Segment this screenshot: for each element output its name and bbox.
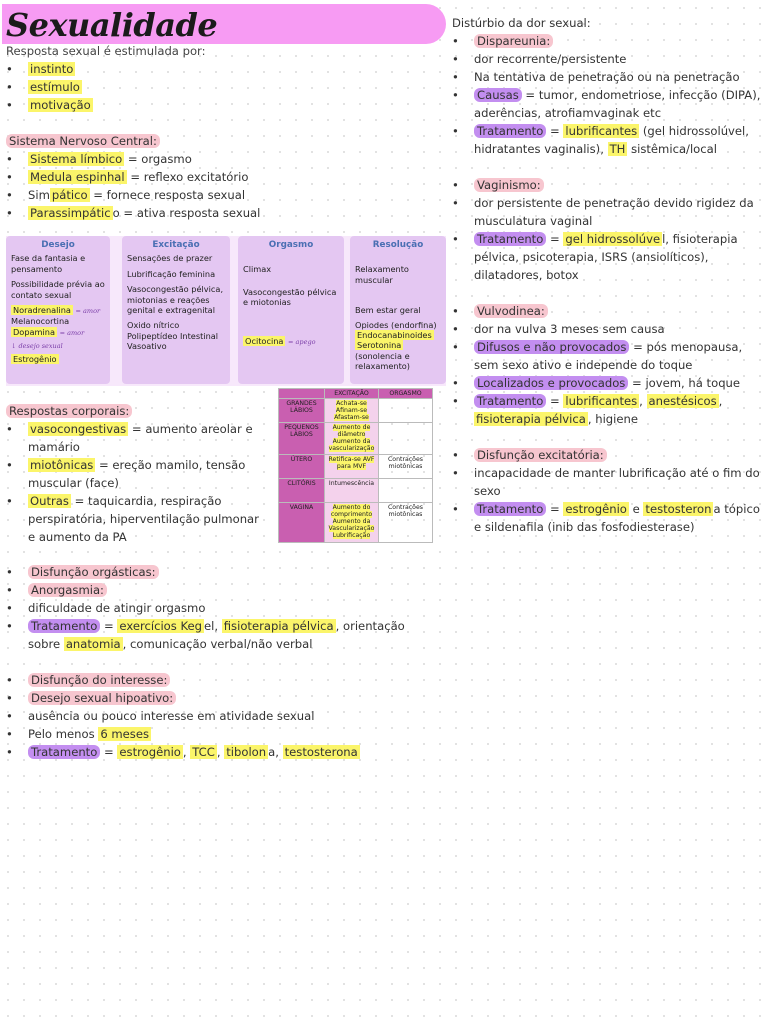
list-item: • vasocongestivas = aumento areolar e mamário <box>6 420 268 456</box>
list-item: • Disfunção excitatória: <box>452 446 762 464</box>
dor-section: Distúrbio da dor sexual: • Dispareunia: • dor recorrente/persistente • Na tentativa de penetração ou na penetração • Causas = tumor, endometriose, infecção (DIPA), aderências, atrofiamvaginak etc • Tratamento = lubrificantes (gel hidrossolúvel, hidratantes vaginalis), TH sistêmica/local <box>452 14 762 158</box>
page-title: Sexualidade <box>6 6 218 44</box>
phase-resolucao: Resolução Relaxamento muscular Bem estar geral Opiodes (endorfina) Endocanabinoides Serotonina (sonolencia e relaxamento) <box>350 236 446 384</box>
intro-heading: Resposta sexual é estimulada por: <box>6 44 206 58</box>
list-item: • Desejo sexual hipoativo: <box>6 689 426 707</box>
list-item: • instinto <box>6 60 436 78</box>
list-item: • Parassimpátic o = ativa resposta sexual <box>6 204 436 222</box>
vulvodinea-section <box>452 302 762 428</box>
list-item: • dor na vulva 3 meses sem causa <box>452 320 762 338</box>
phase-orgasmo: Orgasmo Climax Vasocongestão pélvica e miotonias Ocitocina = apego <box>238 236 344 384</box>
list-item: • Sim pático = fornece resposta sexual <box>6 186 436 204</box>
intro-list <box>6 60 436 114</box>
list-item: • motivação <box>6 96 436 114</box>
list-item: • Difusos e não provocados = pós menopausa, sem sexo ativo e independe do toque <box>452 338 762 374</box>
genital-response-table: EXCITAÇÃO ORGASMO GRANDES LÁBIOS Achata-se Afinam-se Afastam-se PEQUENOS LÁBIOS Aumento de diâmetro Aumento da vascularização ÚTERO Retifica-se AVF para MVF Contrações miotônicas CLITÓRIS Intumescência VAGINA Aumento do comprimento Aumento da Vascularização Lubrificação Contrações miotônicas <box>278 388 433 543</box>
list-item: • Tratamento = estrogênio e testosteron a tópico e sildenafila (inib das fosfodiesterase) <box>452 500 762 536</box>
list-item: • Tratamento = gel hidrossolúve l, fisioterapia pélvica, psicoterapia, ISRS (ansiolíticos), dilatadores, botox <box>452 230 762 284</box>
interesse-section <box>6 671 426 761</box>
list-item: • miotônicas = ereção mamilo, tensão muscular (face) <box>6 456 268 492</box>
intro-section <box>6 42 436 114</box>
list-item: • Outras = taquicardia, respiração perspiratória, hiperventilação pulmonar e aumento da PA <box>6 492 268 546</box>
list-item: • estímulo <box>6 78 436 96</box>
vaginismo-section <box>452 176 762 284</box>
phase-desejo: Desejo Fase da fantasia e pensamento Possibilidade prévia ao contato sexual Noradrenalina = amor Melanocortina Dopamina = amor ↓ desejo sexual Estrogênio <box>6 236 110 384</box>
list-item: • incapacidade de manter lubrificação até o fim do sexo <box>452 464 762 500</box>
excitatoria-section <box>452 446 762 536</box>
orgastica-section <box>6 563 426 653</box>
list-item: • dificuldade de atingir orgasmo <box>6 599 426 617</box>
list-item: • Sistema límbico = orgasmo <box>6 150 436 168</box>
list-item: • ausência ou pouco interesse em atividade sexual <box>6 707 426 725</box>
list-item: • Disfunção orgásticas: <box>6 563 426 581</box>
phase-excitacao: Excitação Sensações de prazer Lubrificação feminina Vasocongestão pélvica, miotonias e reações genital e extragenital Oxido nítrico Polipeptídeo Intestinal Vasoativo <box>122 236 230 384</box>
list-item: • Anorgasmia: <box>6 581 426 599</box>
list-item: • Tratamento = exercícios Keg el, fisioterapia pélvica , orientação sobre anatomia , comunicação verbal/não verbal <box>6 617 426 653</box>
corporais-section: Respostas corporais: • vasocongestivas = aumento areolar e mamário • miotônicas = ereção mamilo, tensão muscular (face) • Outras = taquicardia, respiração perspiratória, hiperventilação pulmonar e aumento da PA <box>6 402 268 546</box>
list-item: • Vulvodinea: <box>452 302 762 320</box>
snc-heading: Sistema Nervoso Central: <box>6 132 436 150</box>
list-item: • Causas = tumor, endometriose, infecção (DIPA), aderências, atrofiamvaginak etc <box>452 86 762 122</box>
title-banner <box>2 4 446 44</box>
list-item: • Disfunção do interesse: <box>6 671 426 689</box>
list-item: • Na tentativa de penetração ou na penetração <box>452 68 762 86</box>
list-item: • Tratamento = estrogênio , TCC , tibolon a, testosterona <box>6 743 426 761</box>
list-item: • Vaginismo: <box>452 176 762 194</box>
list-item: • dor recorrente/persistente <box>452 50 762 68</box>
list-item: • Tratamento = lubrificantes , anestésicos , fisioterapia pélvica , higiene <box>452 392 762 428</box>
list-item: • Localizados e provocados = jovem, há toque <box>452 374 762 392</box>
list-item: • dor persistente de penetração devido rigidez da musculatura vaginal <box>452 194 762 230</box>
list-item: • Tratamento = lubrificantes (gel hidrossolúvel, hidratantes vaginalis), TH sistêmica/local <box>452 122 762 158</box>
snc-section <box>6 132 436 222</box>
sexual-response-phases <box>6 236 446 386</box>
list-item: • Medula espinhal = reflexo excitatório <box>6 168 436 186</box>
snc-list <box>6 150 436 222</box>
list-item: • Pelo menos 6 meses <box>6 725 426 743</box>
list-item: • Dispareunia: <box>452 32 762 50</box>
